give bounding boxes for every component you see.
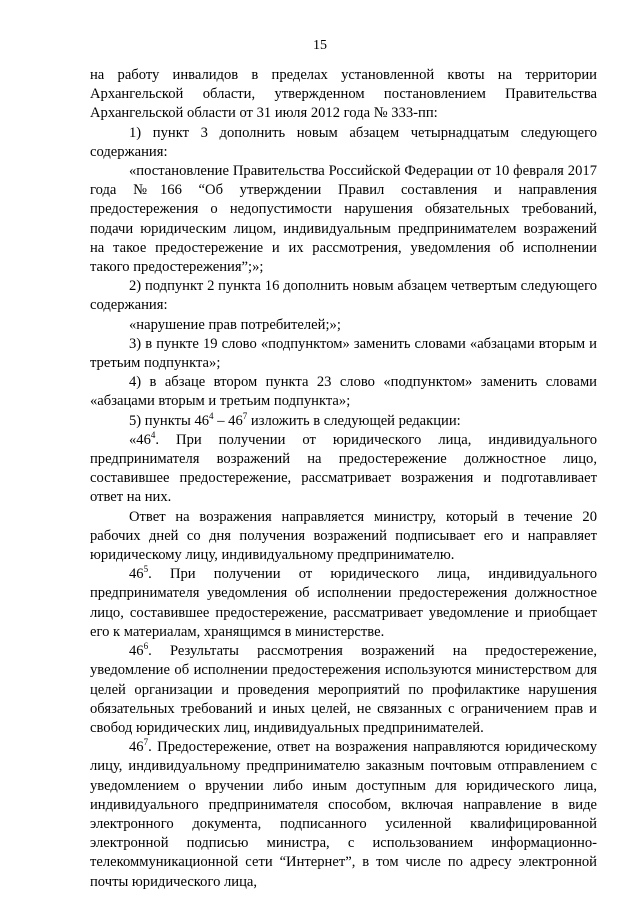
paragraph-response: Ответ на возражения направляется министру, который в течение 20 рабочих дней со дня получения возражений подписывает его и направляет юридическому лицу, индивидуальному предпринимателю. [90, 508, 597, 564]
paragraph-quote-decree: «постановление Правительства Российской Федерации от 10 февраля 2017 года №166 “Об утверждении Правил составления и направления предостережения о недопустимости нарушения обязательных требований, подачи юридическим лицом, индивидуальным предпринимателем возражений на такое предостережение и их рассмотрения, уведомления об исполнении такого предостережения”;»; [90, 163, 597, 276]
paragraph-item-1: 1) пункт 3 дополнить новым абзацем четырнадцатым следующего содержания: [90, 124, 597, 160]
paragraph-item-5: 5) пункты $46^4 - 46^7$ изложить в следующей редакции: [129, 410, 461, 429]
page-number: 15 [313, 38, 327, 53]
paragraph-item-3: 3) в пункте 19 слово «подпунктом» заменить словами «абзацами вторым и третьим подпункта»; [90, 335, 597, 372]
paragraph-quote-consumer: «нарушение прав потребителей;»; [129, 316, 341, 333]
paragraph-item-2: 2) подпункт 2 пункта 16 дополнить новым абзацем четвертым следующего содержания: [90, 278, 597, 314]
paragraph-item-4: 4) в абзаце втором пункта 23 слово «подпунктом» заменить словами «абзацами вторым и третьим подпункта»; [90, 374, 597, 410]
document-body [90, 66, 597, 892]
paragraph-46-6: $46^6$. Результаты рассмотрения возражений на предостережение, уведомление об исполнении предостережения используются министерством для целей организации и проведения мероприятий по профилактике нарушения обязательных требований и иных целей, не связанных с ограничением прав и свобод юридических лиц, индивидуальных предпринимателей. [90, 641, 597, 736]
paragraph-46-7: $46^7$. Предостережение, ответ на возражения направляются юридическому лицу, индивидуальному предпринимателю заказным почтовым отправлением с уведомлением о вручении либо иным доступным для юридического лица, индивидуального предпринимателя способом, включая направление в виде электронного документа, подписанного усиленной квалифицированной электронной подписью министра, с использованием информационно-телекоммуникационной сети “Интернет”, в том числе по адресу электронной почты юридического лица, [90, 737, 597, 890]
paragraph-46-4: «$46^4$. При получении от юридического лица, индивидуального предпринимателя возражений на предостережение должностное лицо, составившее предостережение, рассматривает возражения и подготавливает ответ на них. [90, 429, 597, 506]
paragraph-46-5: $46^5$. При получении от юридического лица, индивидуального предпринимателя уведомления об исполнении предостережения должностное лицо, составившее предостережение, рассматривает уведомление и приобщает его к материалам, хранящимся в министерстве. [90, 564, 597, 640]
paragraph-intro: на работу инвалидов в пределах установленной квоты на территории Архангельской области, утвержденном постановлением Правительства Архангельской области от 31 июля 2012 года № 333-пп: [90, 67, 597, 122]
